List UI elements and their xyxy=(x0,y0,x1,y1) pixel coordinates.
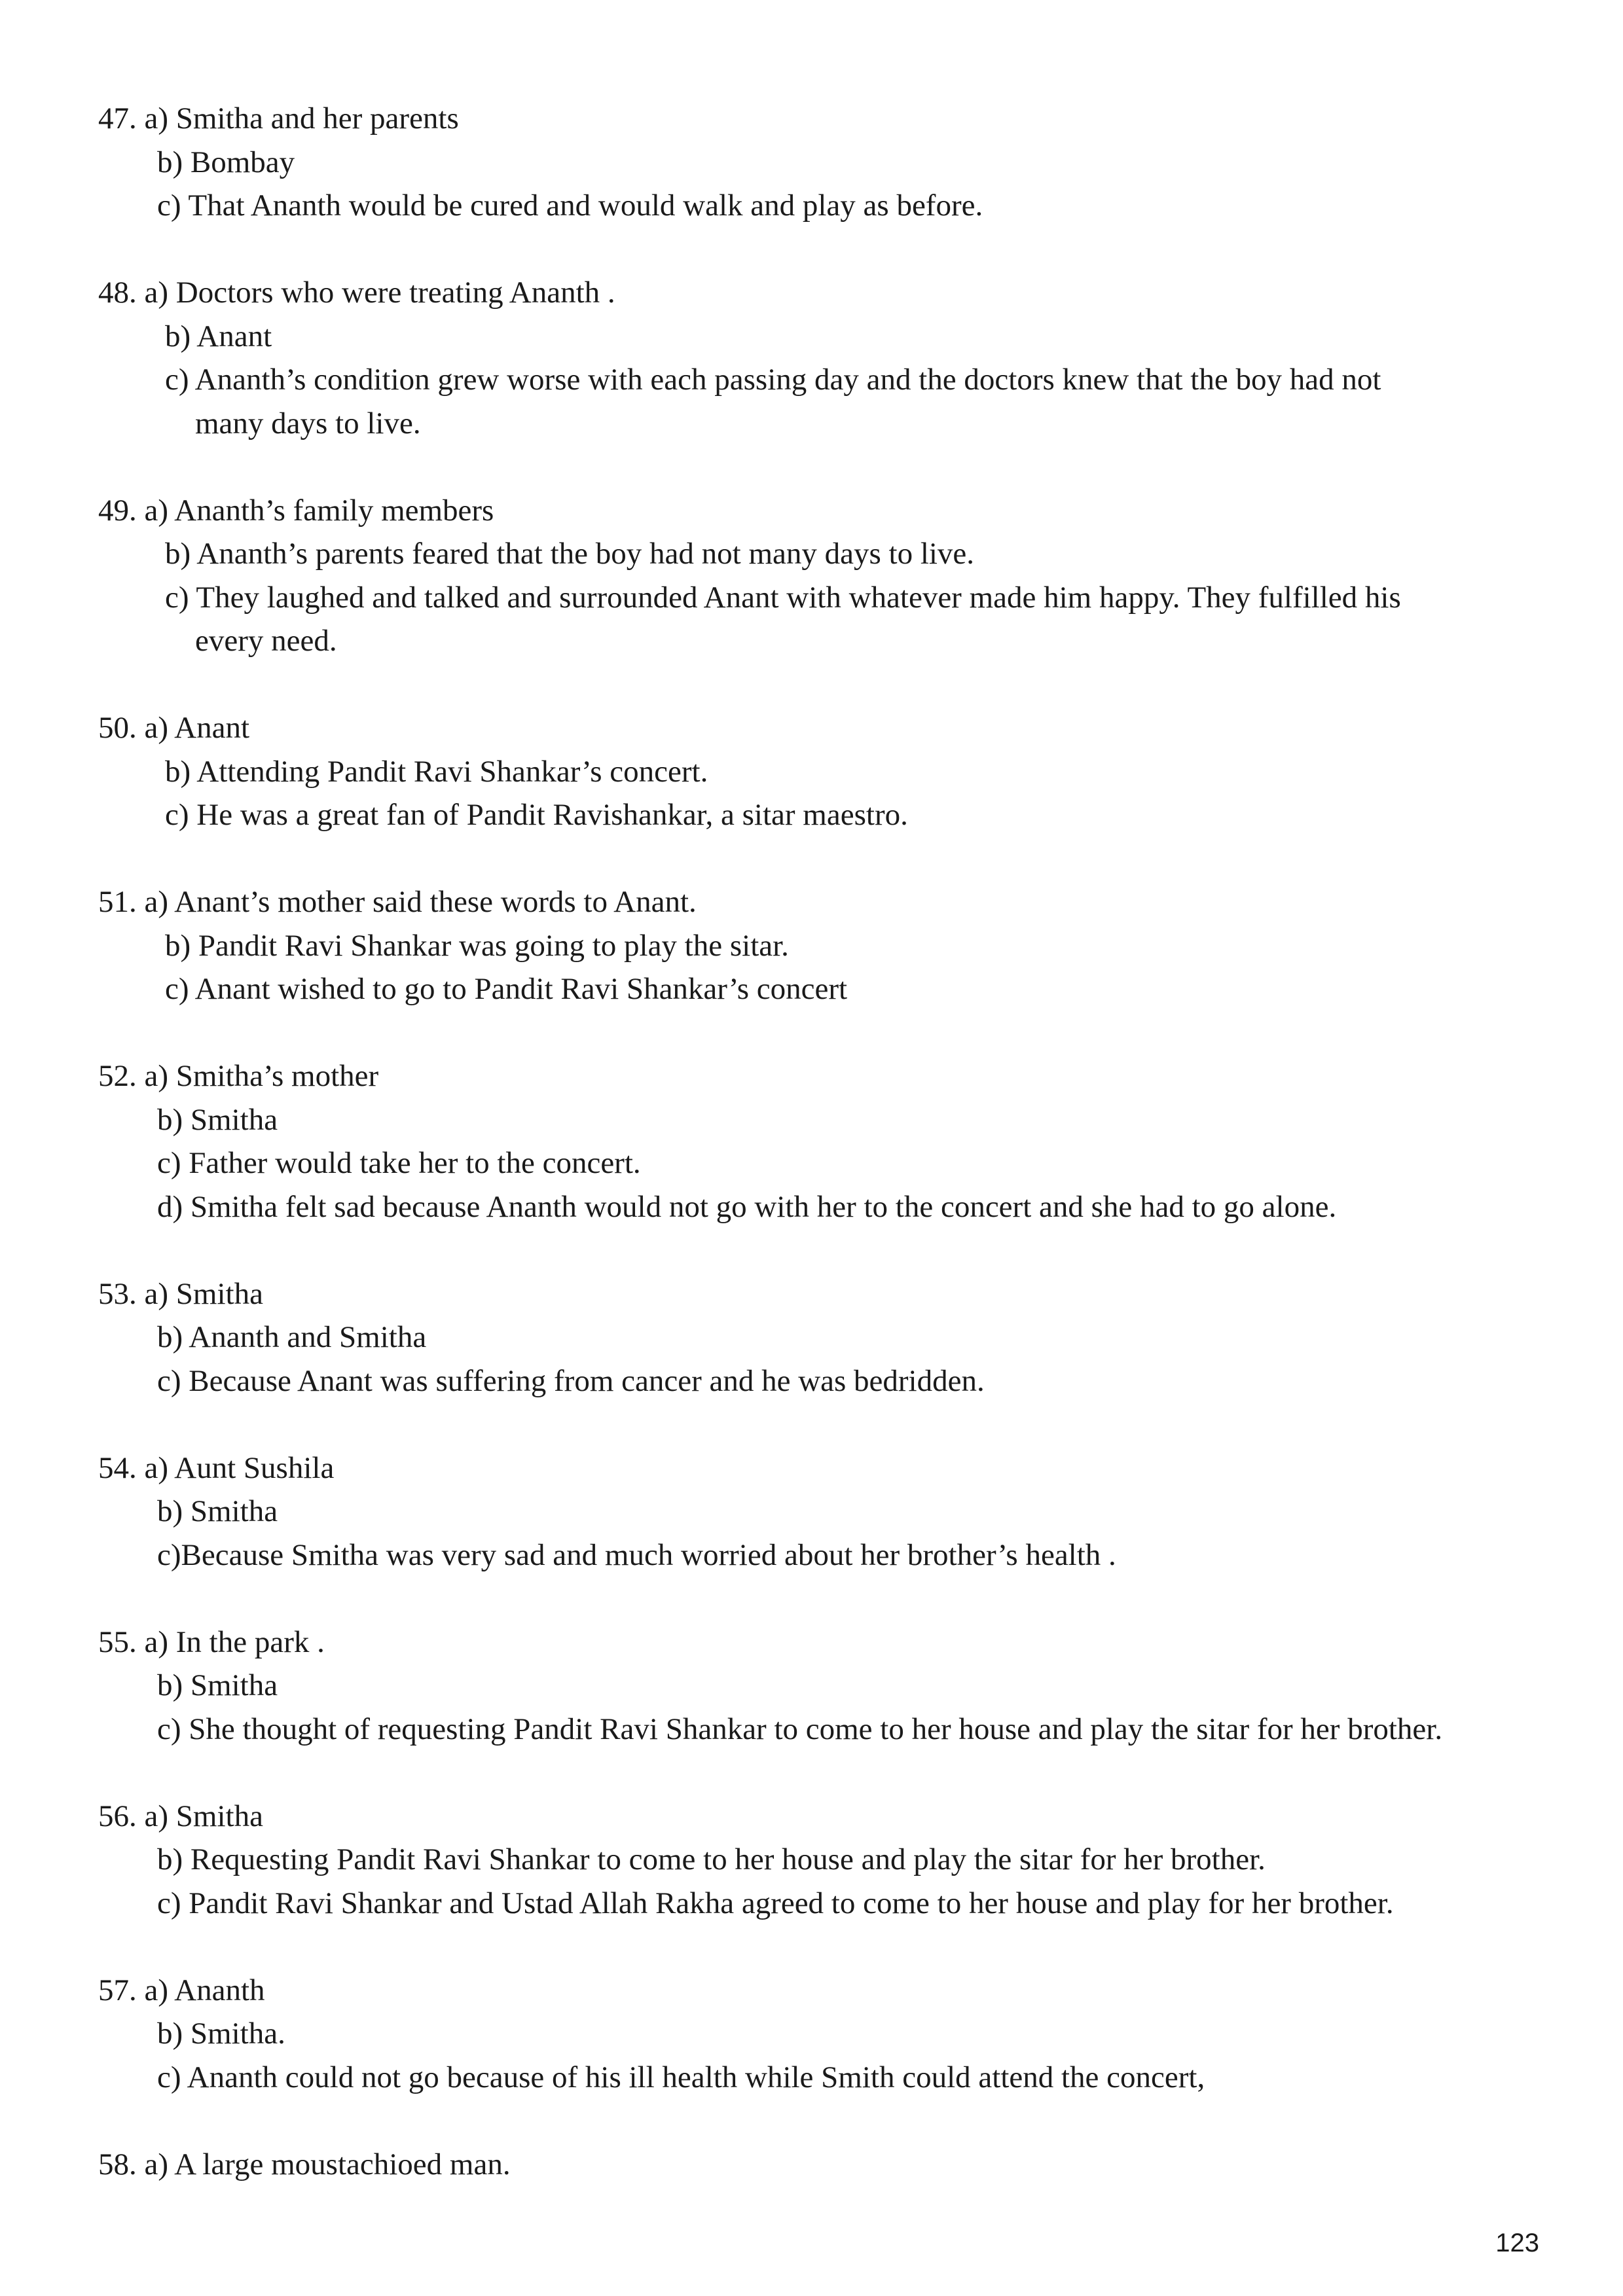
answer-line: c) That Ananth would be cured and would walk and play as before. xyxy=(157,188,983,223)
question-number: 48. xyxy=(98,276,137,310)
answer-line: a) Smitha and her parents xyxy=(144,101,459,135)
answer-line: b) Smitha xyxy=(157,1668,278,1702)
question-number: 56. xyxy=(98,1799,137,1833)
answer-line: c) Father would take her to the concert. xyxy=(157,1146,641,1180)
question-number: 50. xyxy=(98,711,137,745)
answer-52-line-a xyxy=(98,1054,1552,1098)
answer-line: c) She thought of requesting Pandit Ravi Shankar to come to her house and play the sitar for her brother. xyxy=(157,1712,1443,1746)
question-number: 47. xyxy=(98,101,137,135)
answer-line-continuation: many days to live. xyxy=(195,406,421,440)
question-number: 53. xyxy=(98,1276,137,1311)
question-number: 52. xyxy=(98,1059,137,1093)
answer-line: b) Smitha xyxy=(157,1102,278,1137)
answer-line: c) Because Anant was suffering from cancer and he was bedridden. xyxy=(157,1363,985,1398)
answer-56 xyxy=(98,1795,1552,1926)
answer-57 xyxy=(98,1969,1552,2100)
answer-line-continuation: every need. xyxy=(195,624,337,658)
answer-key xyxy=(98,97,1552,2230)
answer-54 xyxy=(98,1446,1552,1577)
answer-line: b) Attending Pandit Ravi Shankar’s concert. xyxy=(165,754,708,789)
answer-line: a) Smitha xyxy=(144,1276,263,1311)
answer-line: c) Anant wished to go to Pandit Ravi Shankar’s concert xyxy=(165,972,848,1006)
answer-55 xyxy=(98,1621,1552,1751)
question-number: 54. xyxy=(98,1450,137,1485)
answer-line: a) Doctors who were treating Ananth . xyxy=(144,276,615,310)
answer-line: b) Bombay xyxy=(157,145,295,179)
answer-53-line-a xyxy=(98,1272,1552,1316)
answer-53 xyxy=(98,1272,1552,1403)
answer-51 xyxy=(98,880,1552,1011)
answer-47-line-a xyxy=(98,97,1552,141)
answer-line: b) Anant xyxy=(165,319,272,353)
answer-line: a) A large moustachioed man. xyxy=(144,2147,511,2181)
question-number: 55. xyxy=(98,1624,137,1659)
answer-line: a) Ananth xyxy=(144,1973,265,2007)
answer-line: b) Requesting Pandit Ravi Shankar to come to her house and play the sitar for her brother. xyxy=(157,1842,1266,1876)
answer-line: b) Ananth’s parents feared that the boy had not many days to live. xyxy=(165,537,975,571)
answer-51-line-a xyxy=(98,880,1552,924)
answer-line: b) Ananth and Smitha xyxy=(157,1320,427,1354)
answer-58 xyxy=(98,2143,1552,2187)
answer-line: a) Smitha’s mother xyxy=(144,1059,379,1093)
question-number: 49. xyxy=(98,493,137,528)
answer-line: a) Aunt Sushila xyxy=(144,1450,335,1485)
answer-line: a) Anant xyxy=(144,711,250,745)
question-number: 51. xyxy=(98,885,137,919)
answer-50-line-a xyxy=(98,706,1552,750)
answer-line: b) Smitha xyxy=(157,1494,278,1528)
answer-line: c) Pandit Ravi Shankar and Ustad Allah Rakha agreed to come to her house and play for her brother. xyxy=(157,1886,1394,1920)
answer-47 xyxy=(98,97,1552,228)
answer-49 xyxy=(98,489,1552,663)
answer-line: d) Smitha felt sad because Ananth would not go with her to the concert and she had to go alone. xyxy=(157,1189,1337,1224)
answer-line: b) Pandit Ravi Shankar was going to play the sitar. xyxy=(165,928,789,963)
question-number: 57. xyxy=(98,1973,137,2007)
question-number: 58. xyxy=(98,2147,137,2181)
answer-52 xyxy=(98,1054,1552,1229)
answer-57-line-a xyxy=(98,1969,1552,2013)
answer-line: c) He was a great fan of Pandit Ravishankar, a sitar maestro. xyxy=(165,798,908,832)
answer-line: c)Because Smitha was very sad and much worried about her brother’s health . xyxy=(157,1537,1116,1572)
answer-55-line-a xyxy=(98,1621,1552,1664)
page-number: 123 xyxy=(1495,2229,1539,2257)
answer-line: a) Anant’s mother said these words to Anant. xyxy=(144,885,697,919)
answer-48-line-a xyxy=(98,271,1552,315)
answer-line: a) Ananth’s family members xyxy=(144,493,494,528)
answer-58-line-a xyxy=(98,2143,1552,2187)
answer-56-line-a xyxy=(98,1795,1552,1839)
answer-line: c) Ananth could not go because of his ill health while Smith could attend the concert, xyxy=(157,2060,1205,2094)
answer-line: c) Ananth’s condition grew worse with each passing day and the doctors knew that the boy had not xyxy=(165,363,1381,397)
answer-54-line-a xyxy=(98,1446,1552,1490)
answer-50 xyxy=(98,706,1552,837)
answer-line: b) Smitha. xyxy=(157,2017,285,2051)
answer-line: c) They laughed and talked and surrounded Anant with whatever made him happy. They fulfilled his xyxy=(165,580,1401,615)
answer-48 xyxy=(98,271,1552,445)
answer-line: a) In the park . xyxy=(144,1624,325,1659)
answer-49-line-a xyxy=(98,489,1552,533)
answer-line: a) Smitha xyxy=(144,1799,263,1833)
